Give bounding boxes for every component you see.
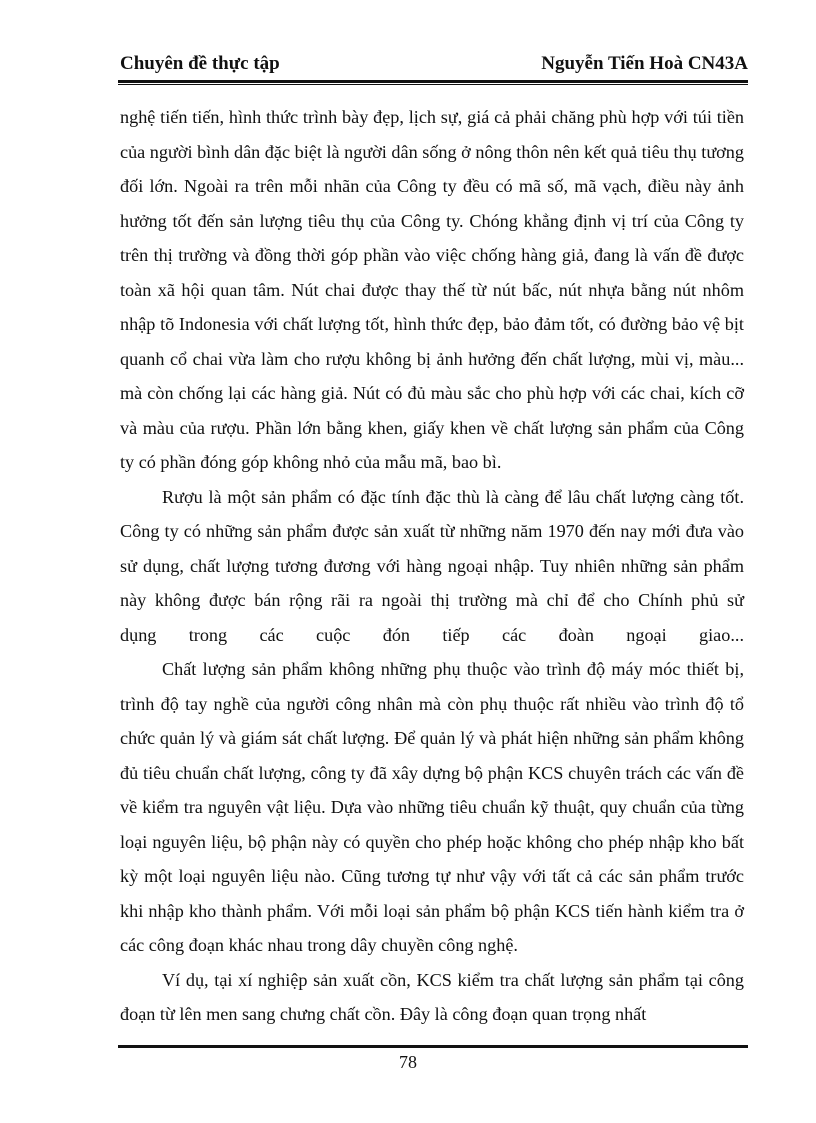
page-number: 78 xyxy=(399,1052,417,1072)
paragraph-continuation: nghệ tiến tiến, hình thức trình bày đẹp, lịch sự, giá cả phải chăng phù hợp với túi tiền của người bình dân đặc biệt là người dân sống ở nông thôn nên kết quả tiêu thụ tương đối lớn. Ngoài ra trên mỗi nhãn của Công ty đều có mã số, mã vạch, điều này ảnh hưởng tốt đến sản lượng tiêu thụ của Công ty. Chóng khẳng định vị trí của Công ty trên thị trường và đồng thời góp phần vào việc chống hàng giả, đang là vấn đề được toàn xã hội quan tâm. Nút chai được thay thế từ nút bấc, nút nhựa bằng nút nhôm nhập tõ Indonesia với chất lượng tốt, hình thức đẹp, bảo đảm tốt, có đường bảo vệ bịt quanh cổ chai vừa làm cho rượu không bị ảnh hưởng đến chất lượng, mùi vị, màu... mà còn chống lại các hàng giả. Nút có đủ màu sắc cho phù hợp với các chai, kích cỡ và màu của rượu. Phần lớn bằng khen, giấy khen về chất lượng sản phẩm của Công ty có phần đóng góp không nhỏ của mẫu mã, bao bì. xyxy=(120,107,744,472)
paragraph-wine-aging: Rượu là một sản phẩm có đặc tính đặc thù là càng để lâu chất lượng càng tốt. Công ty có những sản phẩm được sản xuất từ những năm 1970 đến nay mới đưa vào sử dụng, chất lượng tương đương với hàng ngoại nhập. Tuy nhiên những sản phẩm này không được bán rộng rãi ra ngoài thị trường mà chỉ để cho Chính phủ sử xyxy=(120,486,744,610)
footer-divider xyxy=(118,1045,748,1048)
header-author: Nguyễn Tiến Hoà CN43A xyxy=(541,53,748,74)
paragraph-wine-aging-end: dụng trong các cuộc đón tiếp các đoàn ngoại giao... xyxy=(120,624,744,645)
header-report-title: Chuyên đề thực tập xyxy=(120,53,280,74)
paragraph-example: Ví dụ, tại xí nghiệp sản xuất cồn, KCS kiểm tra chất lượng sản phẩm tại công đoạn từ lên men sang chưng chất cồn. Đây là công đoạn quan trọng nhất xyxy=(120,969,744,1024)
header-divider xyxy=(118,80,748,85)
paragraph-quality-control: Chất lượng sản phẩm không những phụ thuộc vào trình độ máy móc thiết bị, trình độ tay nghề của người công nhân mà còn phụ thuộc rất nhiều vào trình độ tổ chức quản lý và giám sát chất lượng. Để quản lý và phát hiện những sản phẩm không đủ tiêu chuẩn chất lượng, công ty đã xây dựng bộ phận KCS chuyên trách các vấn đề về kiểm tra nguyên vật liệu. Dựa vào những tiêu chuẩn kỹ thuật, quy chuẩn của từng loại nguyên liệu, bộ phận này có quyền cho phép hoặc không cho phép nhập kho bất kỳ một loại nguyên liệu nào. Cũng tương tự như vậy với tất cả các sản phẩm trước khi nhập kho thành phẩm. Với mỗi loại sản phẩm bộ phận KCS tiến hành kiểm tra ở các công đoạn khác nhau trong dây chuyền công nghệ. xyxy=(120,659,744,955)
document-body xyxy=(120,100,744,1032)
page-header xyxy=(120,52,748,76)
